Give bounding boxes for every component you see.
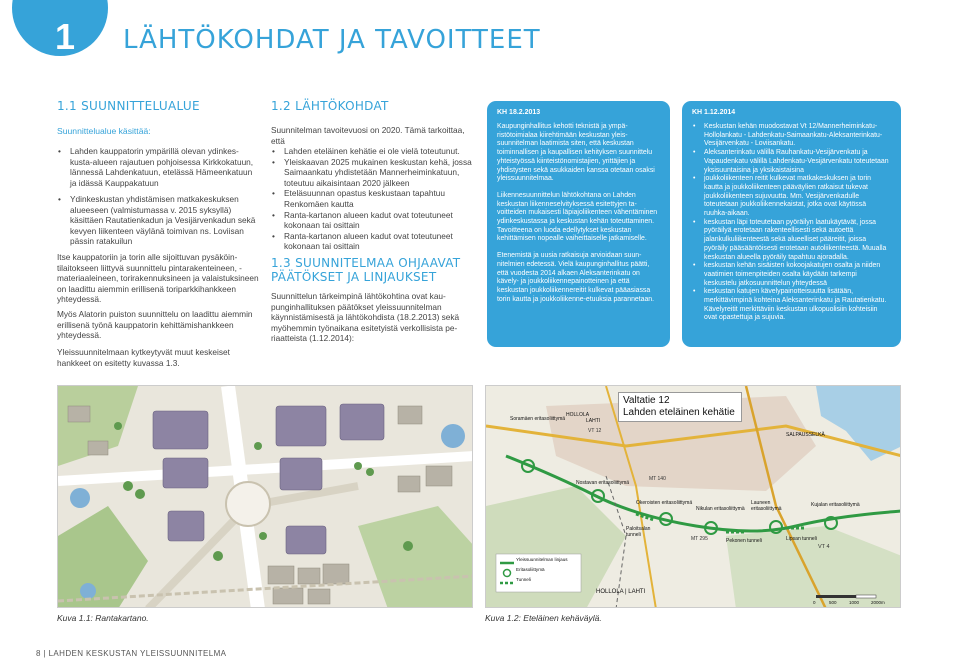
scale-1000: 1000 — [849, 600, 860, 605]
label-mt295: MT 295 — [691, 536, 708, 542]
label-nostavan: Nostavan eritasoliittymä — [576, 480, 630, 486]
col2-intro: Suunnitelman tavoitevuosi on 2020. Tämä tarkoittaa, että — [271, 125, 465, 146]
list-item: • Yleiskaavan 2025 mukainen keskustan kehä, jossa Saimaankatu yhdistetään Mannerheiminkatuun, toteutuu aikaisintaan 2020 jälkeen — [271, 157, 475, 189]
box-bullets — [692, 123, 891, 323]
label-vt4: VT 4 — [818, 544, 830, 550]
label-hollola-lahti: HOLLOLA | LAHTI — [596, 589, 646, 595]
list-item: • Lahden kauppatorin ympärillä olevan ydinkeskusta-alueen rajautuen pohjoisessa Kirkkokatuun, lännessä Lahdenkatuun, etelässä Hämeenkatuun ja idässä Kauppakatuun — [57, 146, 257, 188]
scale-500: 500 — [829, 600, 837, 605]
label-lipsan: Lipsan tunneli — [786, 536, 817, 542]
col1-paragraph-2: Myös Alatorin puiston suunnittelu on laadittu aiemmin erillisenä työnä kauppatorin kehittämishankkeen yhteydessä. — [57, 309, 253, 341]
site-plan-drawing — [58, 386, 473, 608]
label-salpausselka: SALPAUSSELKÄ — [786, 432, 825, 438]
map-subtitle: Lahden eteläinen kehätie — [623, 407, 735, 418]
chapter-number: 1 — [54, 16, 76, 57]
section-1-1-heading: 1.1 SUUNNITTELUALUE — [57, 99, 200, 113]
section-1-1-subheading: Suunnittelualue käsittää: — [57, 126, 151, 136]
legend-interchange: Eritasoliittymä — [516, 567, 545, 572]
list-item: • Keskustan kehän muodostavat Vt 12/Mannerheiminkatu- Hollolankatu - Lahdenkatu-Saimaankatu-Aleksanterinkatu-Vesijärvenkatu - Loviisankatu. — [692, 123, 891, 149]
label-launeen: Launeen eritasoliittymä — [751, 500, 782, 512]
label-lahti: LAHTI — [586, 418, 601, 424]
label-nikulan: Nikulan eritasoliittymä — [696, 506, 745, 512]
box-heading: KH 18.2.2013 — [497, 109, 541, 116]
box-paragraph: Kaupunginhallitus kehotti teknistä ja ympäristötoimialaa kiirehtimään keskustan yleissuunnitelman laatimista siten, että keskustan toiminnallisen ja kaupallisen kehityksen suunnittelu yhteistyössä kiinteistönomistajien, yrittäjien ja yhdistysten sekä asukkaiden kanssa otetaan osaksi yleissuunnitelmaa. — [497, 123, 655, 183]
map-title: Valtatie 12 — [623, 395, 670, 406]
list-item: • Aleksanterinkatu välillä Rauhankatu-Vesijärvenkatu ja Vapaudenkatu välillä Lahdenkatu-Vesijärvenkatu toteutetaan yksisuuntaisina ja yksikaistaisina — [692, 149, 891, 175]
list-item: • Ranta-kartanon alueen kadut ovat toteutuneet kokonaan tai osittain — [271, 231, 475, 252]
section-1-2-heading: 1.2 LÄHTÖKOHDAT — [271, 99, 389, 113]
box-heading: KH 1.12.2014 — [692, 109, 736, 116]
label-hollola: HOLLOLA — [566, 412, 590, 418]
rantakartano-site-plan — [57, 385, 473, 608]
col1-paragraph-3: Yleissuunnitelmaan kytkeytyvät muut keskeiset hankkeet on esitetty kuvassa 1.3. — [57, 347, 230, 368]
label-mt140: MT 140 — [649, 476, 666, 482]
col2-paragraph: Suunnittelun tärkeimpinä lähtökohtina ovat kaupunginhallituksen päätökset yleissuunnitelman käynnistämisestä ja lähtökohdista (18.2.2013) sekä myöhemmin työnaikana esitetyistä verkollisista periaatteista (1.12.2014): — [271, 291, 460, 344]
decision-box-kh-2014 — [682, 101, 901, 347]
list-item: • keskustan kehän sisäisten kokoojakatujen osalta ja niiden vaatimien toimenpiteiden osalta käydään tarkempi keskustelu jatkosuunnittelun yhteydessä — [692, 262, 891, 288]
figure-1-1-caption: Kuva 1.1: Rantakartano. — [57, 613, 149, 623]
list-item: • Ranta-kartanon alueen kadut ovat toteutuneet kokonaan tai osittain — [271, 210, 475, 231]
area-bullets-1 — [57, 146, 257, 188]
box-paragraph: Liikennesuunnittelun lähtökohtana on Lahden keskustan liikenneselvityksessä esitettyjen tavoitteiden mukaisesti läpiajoliikenteen vähentäminen ydinkeskustassa ja keskustan kehän toteuttaminen. Tavoitteena on luoda edellytykset keskustan kehittämisen nopealle vaiheittaiselle jatkamiselle. — [497, 191, 658, 243]
section-1-3-heading: 1.3 SUUNNITELMAA OHJAAVAT PÄÄTÖKSET JA LINJAUKSET — [271, 256, 461, 284]
list-item: • keskustan läpi toteutetaan pyöräilyn laatukäytävät, jossa pyöräilyä erotetaan rakenteellisesti sekä autoettä jalankulkuliikenteestä sekä alueelliset pääreitit, joissa pyöräily pääsääntöisesti erotetaan autoliikenteestä. Muualla keskustan alueella pyöräily tapahtuu ajoradalla. — [692, 219, 891, 263]
list-item: • keskustan katujen kävelypainotteisuutta lisätään, merkittävimpinä kohteina Aleksanterinkatu ja Rautatienkatu. Kävelyreitit merkittäviin keskustan ulkopuolisiin kohteisiin ovat opastettuja ja sujuvia. — [692, 288, 891, 323]
decision-box-kh-2013 — [487, 101, 670, 347]
label-vt12: VT 12 — [588, 428, 602, 434]
ring-road-map — [485, 385, 901, 608]
scale-0: 0 — [813, 600, 816, 605]
label-okeroisten: Okeroisten eritasoliittymä — [636, 500, 693, 506]
legend-route: Yleissuunnitelman linjaus — [516, 557, 568, 562]
label-paloitsalan: Paloitsalan tunneli — [626, 526, 651, 538]
area-bullets-2 — [57, 194, 257, 247]
col1-paragraph-1: Itse kauppatoriin ja torin alle sijoittuvan pysäköintilaitokseen liittyvä suunnittelu pintarakenteineen, -materiaaleineen, torirakennuksineen ja valaistuksineen on laadittu aiemmin erillisenä toriparkkihankkeen yhteydessä. — [57, 252, 259, 305]
list-item: • joukkoliikenteen reitit kulkevat matkakeskuksen ja torin kautta ja joukkoliikenteen pääväylien ratkaisut tukevat joukkoliikenteen sujuvuutta. Mm. Vesijärvenkadulle toteutetaan joukkoliikennekaistat, jotka ovat käytössä ruuhka-aikaan. — [692, 175, 891, 219]
map-title-box — [618, 392, 742, 422]
legend-tunnel: Tunneli — [516, 577, 531, 582]
list-item: • Eteläsuunnan opastus keskustaan tapahtuu Renkomäen kautta — [271, 188, 475, 209]
label-pekonen: Pekonen tunneli — [726, 538, 762, 544]
list-item: • Ydinkeskustan yhdistämisen matkakeskuksen alueeseen (valmistumassa v. 2015 syksyllä) käsittäen Rautatienkadun ja Vesijärvenkadun sekä kevyen liikenteen väylänä toimivan ns. Loviisan pässin ratakuilun — [57, 194, 257, 247]
chapter-title: LÄHTÖKOHDAT JA TAVOITTEET — [123, 25, 541, 55]
label-kujalan: Kujalan eritasoliittymä — [811, 502, 860, 508]
figure-1-2-caption: Kuva 1.2: Eteläinen kehäväylä. — [485, 613, 602, 623]
label-soramaen: Soramäen eritasoliittymä — [510, 416, 566, 422]
box-paragraph: Etenemistä ja uusia ratkaisuja arvioidaan suunnitelmien edetessä. Vielä kaupunginhallitus päätti, että vuodesta 2014 alkaen Aleksanterinkatu on kävely- ja joukkoliikennepainotteinen ja että keskustan joukkoliikennereitit kulkevat pääasiassa torin kautta ja joukkoliikenne-etuuksia parannetaan. — [497, 252, 655, 303]
scale-2000: 2000m — [871, 600, 885, 605]
starting-points-bullets — [271, 146, 475, 252]
list-item: • Lahden eteläinen kehätie ei ole vielä toteutunut. — [271, 146, 475, 157]
page-footer: 8 | LAHDEN KESKUSTAN YLEISSUUNNITELMA — [36, 649, 227, 658]
